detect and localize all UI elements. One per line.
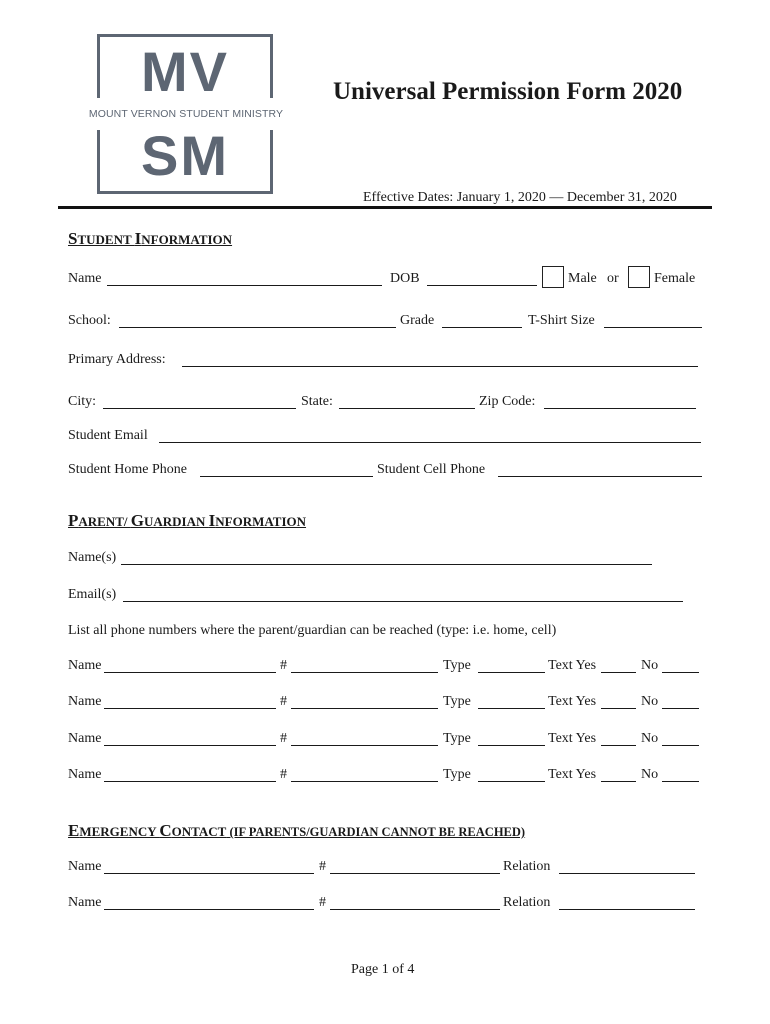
phone-row-type-label: Type	[443, 658, 471, 673]
student-email-label: Student Email	[68, 428, 148, 443]
phone-row-text-yes-field[interactable]	[601, 696, 636, 709]
dob-field[interactable]	[427, 273, 537, 286]
phone-row-name-field[interactable]	[104, 769, 276, 782]
school-label: School:	[68, 313, 111, 328]
logo-mv: MV	[141, 40, 229, 103]
phone-row-type-field[interactable]	[478, 769, 545, 782]
phone-row-type-field[interactable]	[478, 696, 545, 709]
phone-row-name-label: Name	[68, 658, 102, 673]
phone-row-no-label: No	[641, 731, 659, 746]
grade-label: Grade	[400, 313, 435, 328]
home-phone-label: Student Home Phone	[68, 462, 187, 477]
female-label: Female	[654, 271, 696, 286]
emergency-name-label: Name	[68, 859, 102, 874]
phone-row-text-yes-field[interactable]	[601, 733, 636, 746]
emergency-number-label: #	[319, 859, 326, 874]
parent-emails-field[interactable]	[123, 589, 683, 602]
phone-row-number-field[interactable]	[291, 696, 438, 709]
phone-row-no-label: No	[641, 694, 659, 709]
emergency-relation-field[interactable]	[559, 897, 695, 910]
cell-phone-label: Student Cell Phone	[377, 462, 486, 477]
tshirt-field[interactable]	[604, 315, 702, 328]
zip-field[interactable]	[544, 396, 696, 409]
phone-row-type-field[interactable]	[478, 660, 545, 673]
phone-row-number-field[interactable]	[291, 660, 438, 673]
phone-row-name-field[interactable]	[104, 733, 276, 746]
state-label: State:	[301, 394, 333, 409]
state-field[interactable]	[339, 396, 475, 409]
phone-row-number-label: #	[280, 658, 287, 673]
emergency-section-heading: EMERGENCY CONTACT (IF PARENTS/GUARDIAN CANNOT BE REACHED)	[68, 821, 526, 840]
phone-row-type-label: Type	[443, 731, 471, 746]
dob-label: DOB	[390, 271, 420, 286]
effective-dates: Effective Dates: January 1, 2020 — December 31, 2020	[363, 190, 677, 205]
emergency-name-field[interactable]	[104, 897, 314, 910]
emergency-number-field[interactable]	[330, 861, 500, 874]
phone-row-number-label: #	[280, 767, 287, 782]
emergency-note: (IF PARENTS/GUARDIAN CANNOT BE REACHED)	[226, 825, 526, 839]
city-label: City:	[68, 394, 97, 409]
logo-sm: SM	[141, 124, 229, 187]
page-number: Page 1 of 4	[351, 962, 415, 977]
student-email-field[interactable]	[159, 430, 701, 443]
phone-row-no-field[interactable]	[662, 769, 699, 782]
phone-row-text-yes-field[interactable]	[601, 660, 636, 673]
phone-row-name-label: Name	[68, 767, 102, 782]
phone-row-text-yes-label: Text Yes	[548, 694, 597, 709]
phone-row-text-yes-label: Text Yes	[548, 731, 597, 746]
header-rule	[58, 206, 712, 209]
logo-subtitle: MOUNT VERNON STUDENT MINISTRY	[72, 107, 300, 121]
parent-emails-label: Email(s)	[68, 587, 117, 602]
phone-row-number-label: #	[280, 694, 287, 709]
parent-section-heading: PARENT/ GUARDIAN INFORMATION	[68, 511, 307, 530]
phone-row-number-field[interactable]	[291, 769, 438, 782]
emergency-relation-label: Relation	[503, 895, 551, 910]
name-label: Name	[68, 271, 102, 286]
tshirt-label: T-Shirt Size	[528, 313, 595, 328]
emergency-relation-label: Relation	[503, 859, 551, 874]
phone-row-text-yes-field[interactable]	[601, 769, 636, 782]
phone-row-number-field[interactable]	[291, 733, 438, 746]
school-field[interactable]	[119, 315, 396, 328]
phone-row-no-field[interactable]	[662, 733, 699, 746]
phone-row-text-yes-label: Text Yes	[548, 767, 597, 782]
cell-phone-field[interactable]	[498, 464, 702, 477]
grade-field[interactable]	[442, 315, 522, 328]
phone-row-name-label: Name	[68, 731, 102, 746]
phone-row-name-field[interactable]	[104, 696, 276, 709]
student-name-field[interactable]	[107, 273, 382, 286]
home-phone-field[interactable]	[200, 464, 373, 477]
phone-row-type-field[interactable]	[478, 733, 545, 746]
city-field[interactable]	[103, 396, 296, 409]
phone-row-number-label: #	[280, 731, 287, 746]
phone-row-text-yes-label: Text Yes	[548, 658, 597, 673]
phone-row-name-label: Name	[68, 694, 102, 709]
emergency-name-field[interactable]	[104, 861, 314, 874]
form-title: Universal Permission Form 2020	[333, 78, 683, 105]
parent-names-label: Name(s)	[68, 550, 117, 565]
phone-row-type-label: Type	[443, 767, 471, 782]
zip-label: Zip Code:	[479, 394, 536, 409]
phone-row-type-label: Type	[443, 694, 471, 709]
student-section-heading: STUDENT INFORMATION	[68, 229, 233, 248]
or-label: or	[607, 271, 619, 286]
male-checkbox[interactable]	[542, 266, 564, 288]
phone-row-no-label: No	[641, 658, 659, 673]
phone-row-no-field[interactable]	[662, 660, 699, 673]
logo-frame-bottom	[97, 191, 273, 194]
emergency-number-field[interactable]	[330, 897, 500, 910]
address-label: Primary Address:	[68, 352, 166, 367]
phone-row-no-label: No	[641, 767, 659, 782]
emergency-name-label: Name	[68, 895, 102, 910]
parent-names-field[interactable]	[121, 552, 652, 565]
phone-row-no-field[interactable]	[662, 696, 699, 709]
male-label: Male	[568, 271, 597, 286]
emergency-number-label: #	[319, 895, 326, 910]
emergency-relation-field[interactable]	[559, 861, 695, 874]
address-field[interactable]	[182, 354, 698, 367]
phone-row-name-field[interactable]	[104, 660, 276, 673]
logo-frame-top	[97, 34, 273, 37]
phones-instruction: List all phone numbers where the parent/guardian can be reached (type: i.e. home, cell)	[68, 623, 557, 638]
female-checkbox[interactable]	[628, 266, 650, 288]
